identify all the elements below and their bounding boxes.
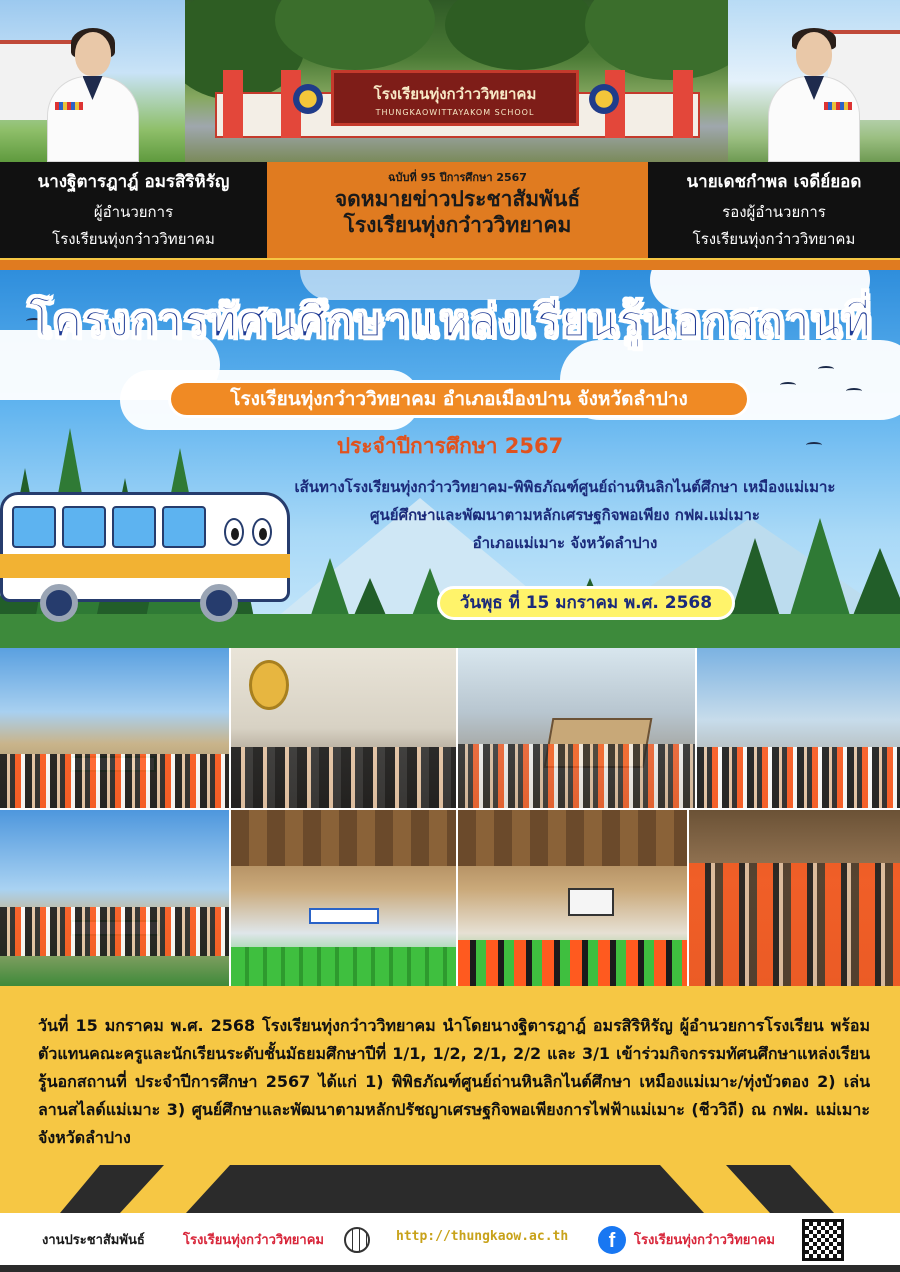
qr-code-icon[interactable] (802, 1219, 844, 1261)
school-gate-photo (185, 0, 728, 162)
globe-icon (344, 1227, 370, 1253)
footer-school-name: โรงเรียนทุ่งกว๋าววิทยาคม (183, 1233, 324, 1248)
activity-photo-grid (0, 648, 900, 986)
gate-sign (331, 70, 579, 126)
facebook-icon[interactable]: f (598, 1226, 626, 1254)
route-description (230, 473, 900, 557)
director-name: นางฐิตารฎาฎ์ อมรสิริหิรัญ (37, 172, 230, 192)
article-body: วันที่ 15 มกราคม พ.ศ. 2568 โรงเรียนทุ่งกว๋าววิทยาคม นำโดยนางฐิตารฎาฎ์ อมรสิริหิรัญ ผู้อำนวยการโรงเรียน พร้อมตัวแทนคณะครูและนักเรียนระดับชั้นมัธยมศึกษาปีที่ 1/1, 1/2, 2/1, 2/2 และ 3/1 เข้าร่วมกิจกรรมทัศนศึกษาแหล่งเรียนรู้นอกสถานที่ ประจำปีการศึกษา 2567 ได้แก่ 1) พิพิธภัณฑ์ศูนย์ถ่านหินลิกไนต์ศึกษา เหมืองแม่เมาะ/ทุ่งบัวตอง 2) เล่นลานสไลด์แม่เมาะ 3) ศูนย์ศึกษาและพัฒนาตามหลักปรัชญาเศรษฐกิจพอเพียงการไฟฟ้าแม่เมาะ (ชีววิถี) ณ กฟผ. แม่เมาะ จังหวัดลำปาง (38, 1016, 870, 1147)
deputy-school: โรงเรียนทุ่งกว๋าววิทยาคม (692, 230, 856, 248)
gate-sign-thai: โรงเรียนทุ่งกว๋าววิทยาคม (373, 85, 537, 103)
director-photo (0, 0, 185, 162)
photo-museum-model (458, 648, 695, 808)
deputy-role: รองผู้อำนวยการ (722, 203, 826, 221)
director-namecard (0, 162, 267, 258)
gate-sign-english: THUNGKAOWITTAYAKOM SCHOOL (375, 108, 535, 117)
school-location-pill: โรงเรียนทุ่งกว๋าววิทยาคม อำเภอเมืองปาน จังหวัดลำปาง (168, 380, 750, 418)
newsletter-school-name: โรงเรียนทุ่งกว๋าววิทยาคม (343, 213, 572, 237)
deputy-director-photo (728, 0, 900, 162)
header-divider (0, 258, 900, 270)
route-line-1: เส้นทางโรงเรียนทุ่งกว๋าววิทยาคม-พิพิธภัณฑ์ศูนย์ถ่านหินลิกไนต์ศึกษา เหมืองแม่เมาะ (294, 478, 836, 496)
photo-group-viewpoint (697, 648, 900, 808)
pr-department: งานประชาสัมพันธ์ (42, 1233, 145, 1248)
photo-group-garden (0, 810, 229, 986)
deputy-director-figure (768, 32, 860, 162)
deputy-namecard (648, 162, 900, 258)
director-figure (47, 32, 139, 162)
photo-group-museum (0, 648, 229, 808)
director-school: โรงเรียนทุ่งกว๋าววิทยาคม (52, 230, 215, 248)
school-emblem-left (293, 84, 323, 114)
event-banner (0, 270, 900, 648)
director-role: ผู้อำนวยการ (93, 203, 174, 221)
school-emblem-right (589, 84, 619, 114)
project-title: โครงการทัศนศึกษาแหล่งเรียนรู้นอกสถานที่ (28, 296, 872, 347)
photo-museum-lecture (231, 648, 456, 808)
photo-hall-group (231, 810, 456, 986)
deputy-name: นายเดชกำพล เจดีย์ยอด (686, 172, 862, 192)
newsletter-title-box (267, 162, 648, 258)
website-link[interactable]: http://thungkaow.ac.th (396, 1229, 569, 1244)
photo-hall-lecture (458, 810, 687, 986)
issue-number: ฉบับที่ 95 ปีการศึกษา 2567 (388, 171, 527, 184)
event-date-pill: วันพุธ ที่ 15 มกราคม พ.ศ. 2568 (437, 586, 735, 620)
facebook-page-name[interactable]: โรงเรียนทุ่งกว๋าววิทยาคม (634, 1233, 775, 1248)
route-line-3: อำเภอแม่เมาะ จังหวัดลำปาง (472, 534, 658, 552)
photo-planting-activity (689, 810, 900, 986)
route-line-2: ศูนย์ศึกษาและพัฒนาตามหลักเศรษฐกิจพอเพียง กฟผ.แม่เมาะ (370, 506, 760, 524)
newsletter-title: จดหมายข่าวประชาสัมพันธ์ (334, 187, 581, 211)
newsletter-header (0, 0, 900, 262)
academic-year: ประจำปีการศึกษา 2567 (336, 434, 564, 458)
